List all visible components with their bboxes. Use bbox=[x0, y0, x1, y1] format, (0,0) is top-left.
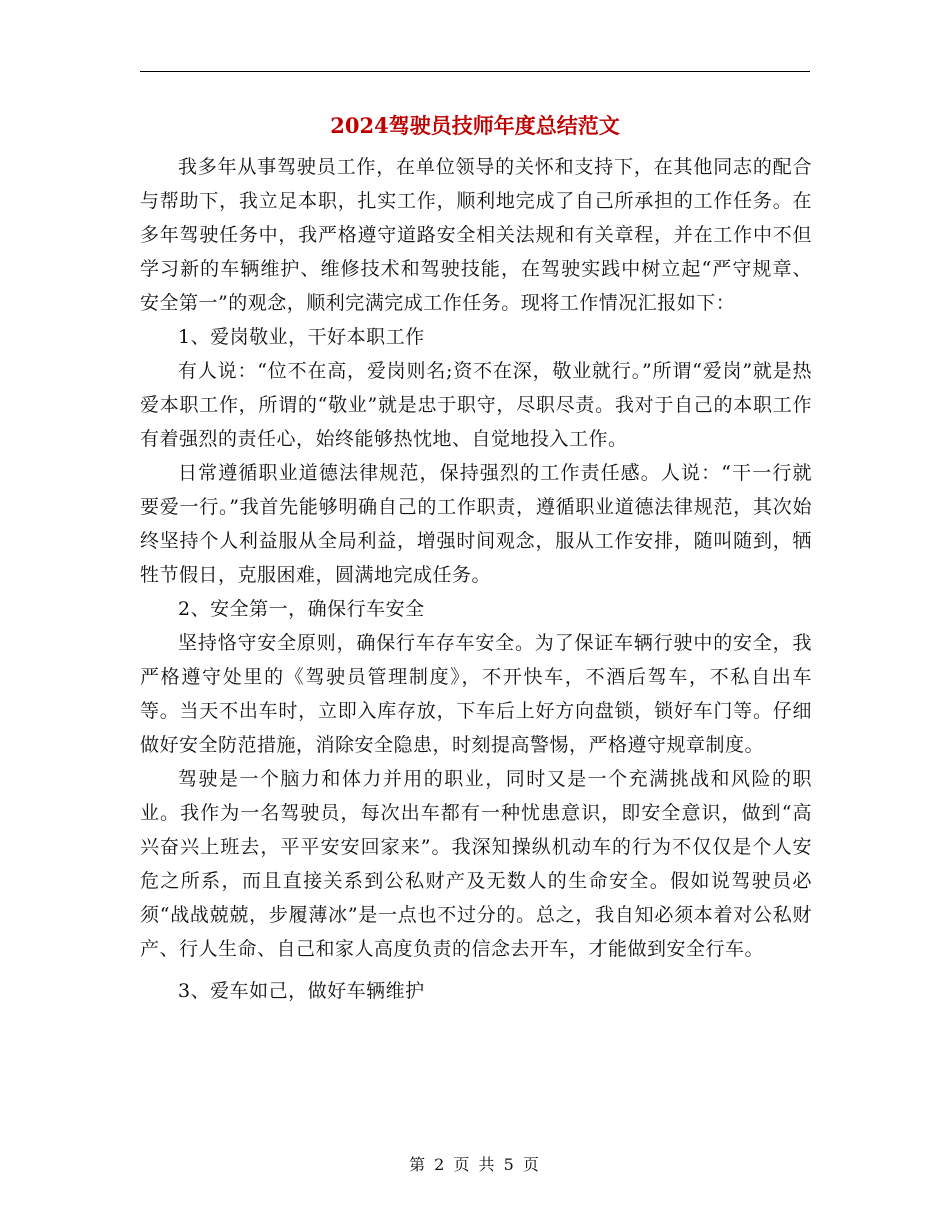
section-heading-3: 3、爱车如己，做好车辆维护 bbox=[178, 980, 425, 1002]
body-paragraph: 坚持恪守安全原则，确保行车存车安全。为了保证车辆行驶中的安全，我严格遵守处里的《驾驶员管理制度》，不开快车，不酒后驾车，不私自出车等。当天不出车时，立即入库存放，下车后上好方向盘锁，锁好车门等。仔细做好安全防范措施，消除安全隐患，时刻提高警惕，严格遵守规章制度。 bbox=[140, 632, 812, 756]
body-paragraph: 日常遵循职业道德法律规范，保持强烈的工作责任感。人说：“干一行就要爱一行。”我首先能够明确自己的工作职责，遵循职业道德法律规范，其次始终坚持个人利益服从全局利益，增强时间观念，服从工作安排，随叫随到，牺牲节假日，克服困难，圆满地完成任务。 bbox=[140, 462, 812, 586]
page-footer: 第 2 页 共 5 页 bbox=[409, 1155, 541, 1174]
section-heading-2: 2、安全第一，确保行车安全 bbox=[178, 598, 425, 620]
document-body bbox=[140, 150, 812, 1008]
body-paragraph: 有人说：“位不在高，爱岗则名;资不在深，敬业就行。”所谓“爱岗”就是热爱本职工作，所谓的“敬业”就是忠于职守，尽职尽责。我对于自己的本职工作有着强烈的责任心，始终能够热忱地、自觉地投入工作。 bbox=[140, 360, 812, 450]
intro-paragraph: 我多年从事驾驶员工作，在单位领导的关怀和支持下，在其他同志的配合与帮助下，我立足本职，扎实工作，顺利地完成了自己所承担的工作任务。在多年驾驶任务中，我严格遵守道路安全相关法规和有关章程，并在工作中不但学习新的车辆维护、维修技术和驾驶技能，在驾驶实践中树立起“严守规章、安全第一”的观念，顺利完满完成工作任务。现将工作情况汇报如下： bbox=[140, 156, 812, 314]
body-paragraph: 驾驶是一个脑力和体力并用的职业，同时又是一个充满挑战和风险的职业。我作为一名驾驶员，每次出车都有一种忧患意识，即安全意识，做到“高兴奋兴上班去，平平安安回家来”。我深知操纵机动车的行为不仅仅是个人安危之所系，而且直接关系到公私财产及无数人的生命安全。假如说驾驶员必须“战战兢兢，步履薄冰”是一点也不过分的。总之，我自知必须本着对公私财产、行人生命、自己和家人高度负责的信念去开车，才能做到安全行车。 bbox=[140, 768, 812, 960]
section-heading-1: 1、爱岗敬业，干好本职工作 bbox=[178, 326, 425, 348]
header-rule bbox=[140, 71, 810, 72]
document-title: 2024驾驶员技师年度总结范文 bbox=[330, 113, 620, 138]
